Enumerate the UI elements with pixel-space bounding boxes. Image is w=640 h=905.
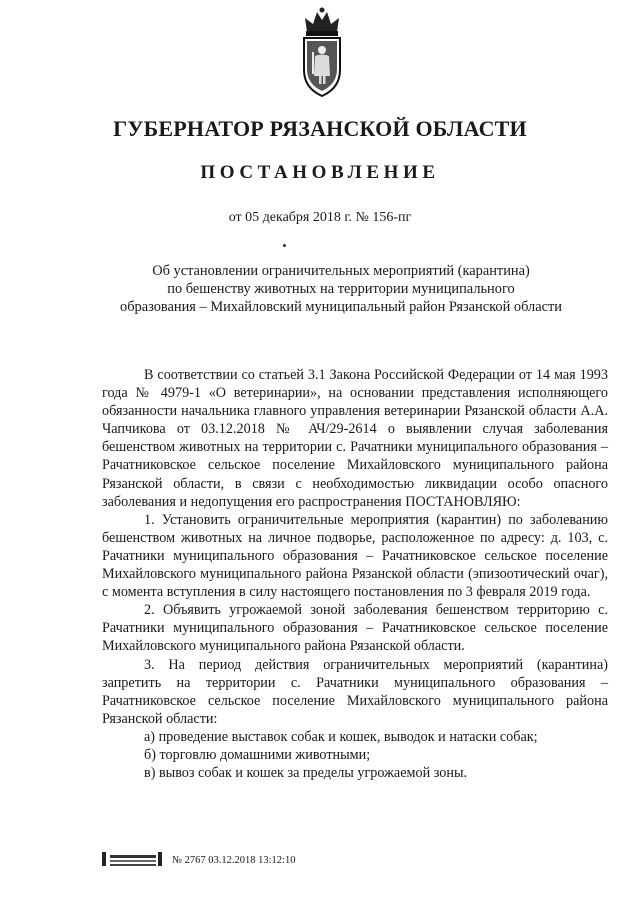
document-type: ПОСТАНОВЛЕНИЕ (200, 162, 440, 183)
clause-2: 2. Объявить угрожаемой зоной заболевания бешенством территорию с. Рачатники муниципального образования – Рачатниковское сельское поселение Михайловского муниципального района Рязанской области. (102, 602, 608, 655)
document-date-number: от 05 декабря 2018 г. № 156-пг (228, 210, 412, 225)
scan-speck (283, 244, 286, 247)
registration-number: № 2767 03.12.2018 13:12:10 (172, 855, 296, 866)
subject-line: Об установлении ограничительных мероприятий (карантина) (152, 263, 530, 279)
registration-stamp-icon (100, 850, 164, 870)
clause-3-sub-b: б) торговлю домашними животными; (144, 746, 371, 763)
coat-of-arms-icon (293, 6, 351, 100)
governor-title: ГУБЕРНАТОР РЯЗАНСКОЙ ОБЛАСТИ (113, 116, 527, 141)
document-body (102, 366, 608, 782)
clause-3-sub-a: а) проведение выставок собак и кошек, выводок и натаски собак; (144, 728, 538, 745)
document-subject (108, 262, 574, 316)
clause-1: 1. Установить ограничительные мероприятия (карантин) по заболеванию бешенством животных на личное подворье, расположенное по адресу: д. 103, с. Рачатники муниципального образования – Рачатниковское сельское поселение Михайловского муниципального района Рязанской области (эпизоотический очаг), с момента вступления в силу настоящего постановления по 3 февраля 2019 года. (102, 511, 608, 601)
subject-line: по бешенству животных на территории муниципального (167, 281, 515, 297)
preamble-paragraph: В соответствии со статьей 3.1 Закона Российской Федерации от 14 мая 1993 года № 4979-1 «О ветеринарии», на основании представления исполняющего обязанности начальника главного управления ветеринарии Рязанской области А.А. Чапчикова от 03.12.2018 № АЧ/29-2614 о выявлении случая заболевания бешенством животных на территории с. Рачатники муниципального образования – Рачатниковское сельское поселение Михайловского муниципального района Рязанской области, в связи с необходимостью ликвидации особо опасного заболевания и недопущения его распространения ПОСТАНОВЛЯЮ: (102, 367, 608, 510)
clause-3-sub-c: в) вывоз собак и кошек за пределы угрожаемой зоны. (144, 765, 468, 782)
registration-footer (100, 850, 340, 872)
subject-line: образования – Михайловский муниципальный район Рязанской области (120, 299, 562, 315)
clause-3: 3. На период действия ограничительных мероприятий (карантина) запретить на территории с. Рачатники муниципального образования – Рачатниковское сельское поселение Михайловского муниципального района Рязанской области: (102, 656, 608, 727)
